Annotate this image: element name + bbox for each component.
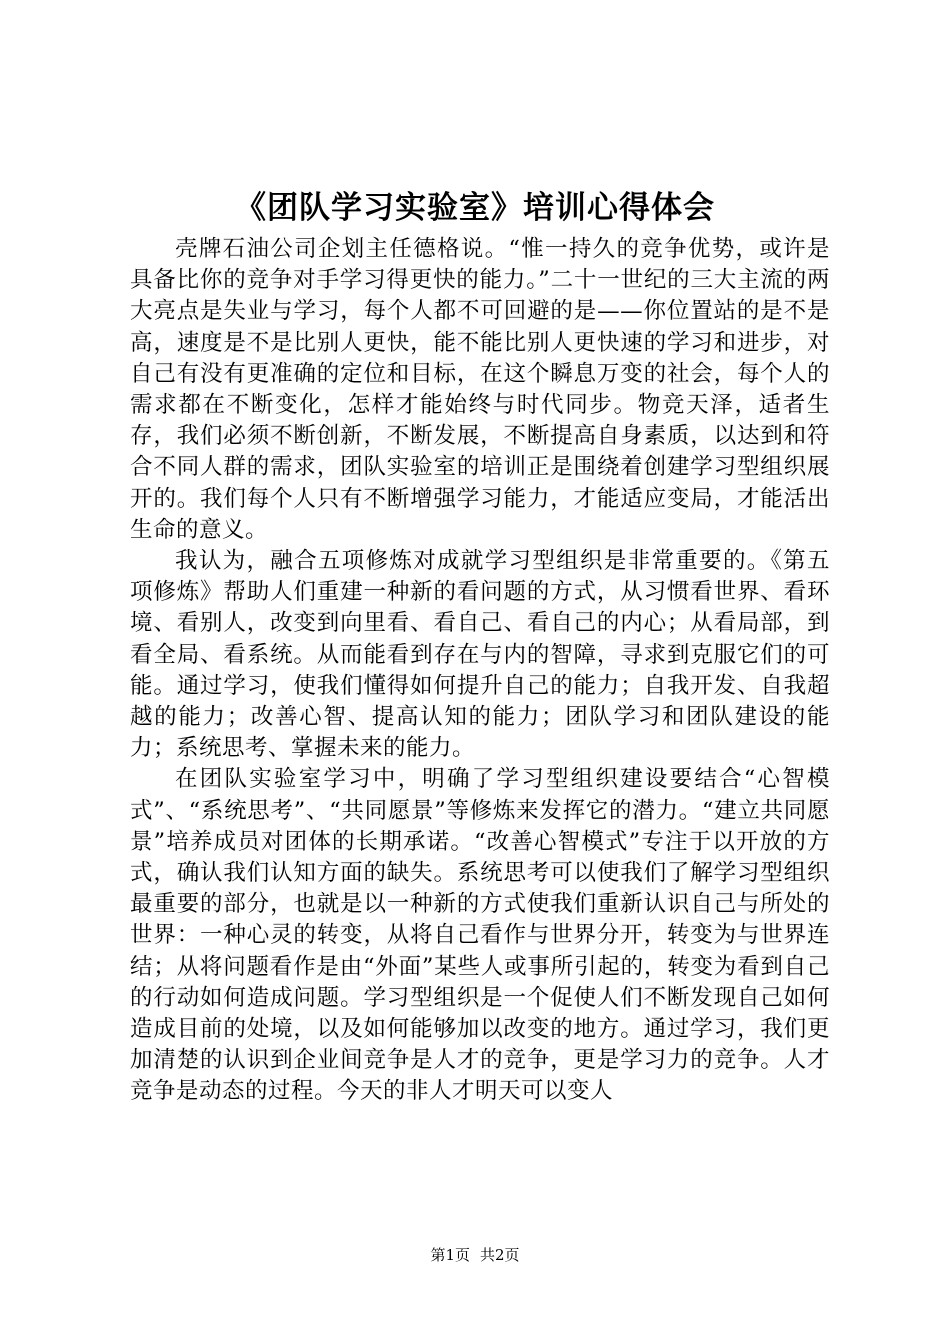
paragraph-1: 壳牌石油公司企划主任德格说。“惟一持久的竞争优势，或许是具备比你的竞争对手学习得更快的能力。”二十一世纪的三大主流的两大亮点是失业与学习，每个人都不可回避的是——你位置站的是不是高，速度是不是比别人更快，能不能比别人更快速的学习和进步，对自己有没有更准确的定位和目标，在这个瞬息万变的社会，每个人的需求都在不断变化，怎样才能始终与时代同步。物竞天泽，适者生存，我们必须不断创新，不断发展，不断提高自身素质，以达到和符合不同人群的需求，团队实验室的培训正是围绕着创建学习型组织展开的。我们每个人只有不断增强学习能力，才能适应变局，才能活出生命的意义。 bbox=[130, 236, 830, 543]
paragraph-3: 在团队实验室学习中，明确了学习型组织建设要结合“心智模式”、“系统思考”、“共同愿景”等修炼来发挥它的潜力。“建立共同愿景”培养成员对团体的长期承诺。“改善心智模式”专注于以开放的方式，确认我们认知方面的缺失。系统思考可以使我们了解学习型组织最重要的部分，也就是以一种新的方式使我们重新认识自己与所处的世界：一种心灵的转变，从将自己看作与世界分开，转变为与世界连结；从将问题看作是由“外面”某些人或事所引起的，转变为看到自己的行动如何造成问题。学习型组织是一个促使人们不断发现自己如何造成目前的处境，以及如何能够加以改变的地方。通过学习，我们更加清楚的认识到企业间竞争是人才的竞争，更是学习力的竞争。人才竞争是动态的过程。今天的非人才明天可以变人 bbox=[130, 766, 830, 1105]
paragraph-2: 我认为，融合五项修炼对成就学习型组织是非常重要的。《第五项修炼》帮助人们重建一种新的看问题的方式，从习惯看世界、看环境、看别人，改变到向里看、看自己、看自己的内心；从看局部，到看全局、看系统。从而能看到存在与内的智障，寻求到克服它们的可能。通过学习，使我们懂得如何提升自己的能力；自我开发、自我超越的能力；改善心智、提高认知的能力；团队学习和团队建设的能力；系统思考、掌握未来的能力。 bbox=[130, 548, 830, 762]
document-body bbox=[130, 234, 830, 1108]
page-number: 第1页 bbox=[430, 1246, 470, 1264]
document-title: 《团队学习实验室》培训心得体会 bbox=[235, 190, 715, 226]
page-total: 共2页 bbox=[480, 1246, 520, 1264]
page-footer bbox=[0, 1245, 950, 1265]
